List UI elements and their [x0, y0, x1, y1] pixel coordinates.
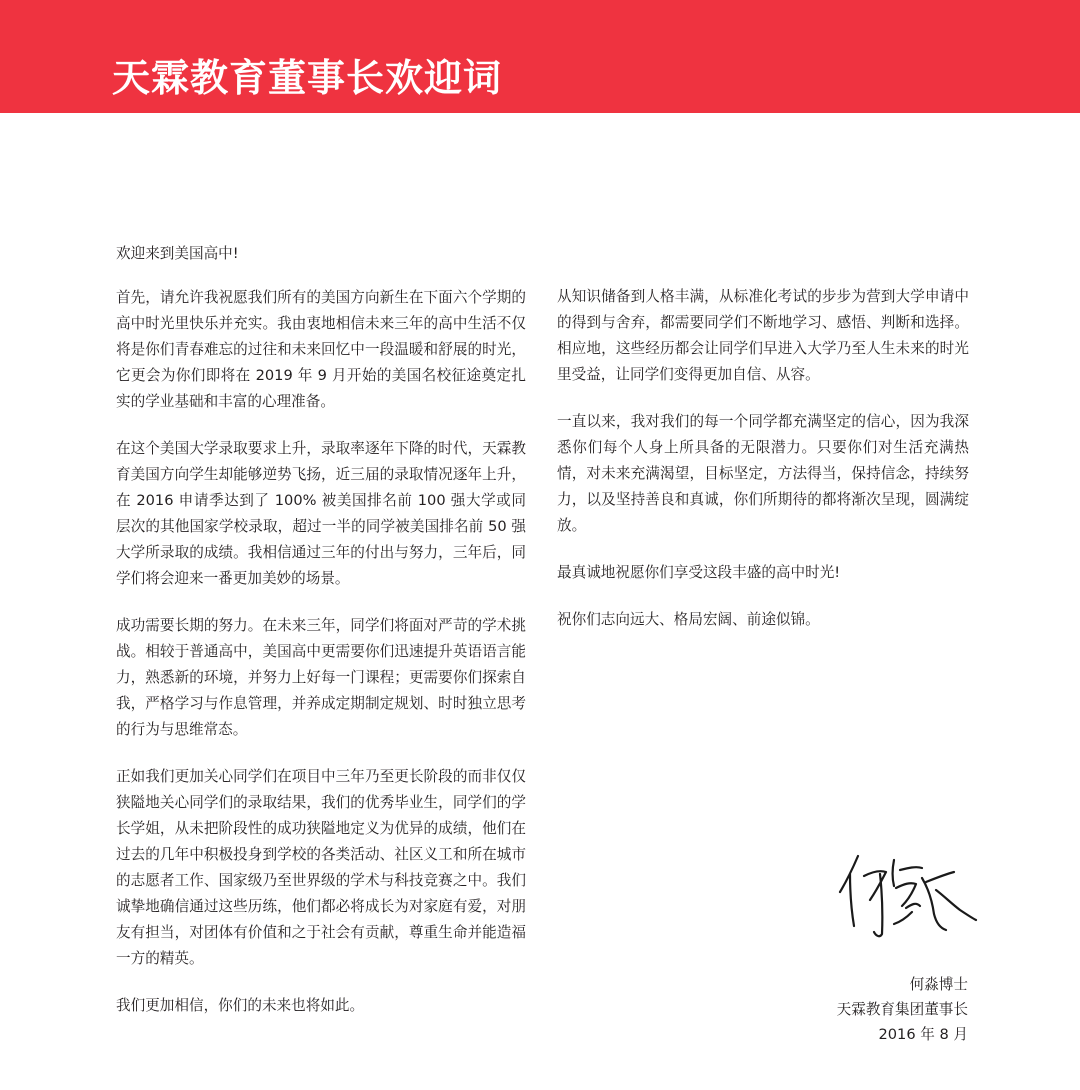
letter-paragraph: 最真诚地祝愿你们享受这段丰盛的高中时光! [557, 564, 841, 581]
letter-paragraph: 成功需要长期的努力。在未来三年，同学们将面对严苛的学术挑战。相较于普通高中，美国高中更需要你们迅速提升英语语言能力，熟悉新的环境，并努力上好每一门课程；更需要你们探索自我，严格学习与作息管理，并养成定期制定规划、时时独立思考的行为与思维常态。 [116, 617, 526, 738]
letter-paragraph: 从知识储备到人格丰满，从标准化考试的步步为营到大学申请中的得到与舍弃，都需要同学们不断地学习、感悟、判断和选择。相应地，这些经历都会让同学们早进入大学乃至人生未来的时光里受益，让同学们变得更加自信、从容。 [557, 288, 969, 383]
letter-paragraph: 正如我们更加关心同学们在项目中三年乃至更长阶段的而非仅仅狭隘地关心同学们的录取结果，我们的优秀毕业生，同学们的学长学姐，从未把阶段性的成功狭隘地定义为优异的成绩，他们在过去的几年中积极投身到学校的各类活动、社区义工和所在城市的志愿者工作、国家级乃至世界级的学术与科技竞赛之中。我们诚挚地确信通过这些历练，他们都必将成长为对家庭有爱，对朋友有担当，对团体有价值和之于社会有贡献，尊重生命并能造福一方的精英。 [116, 768, 526, 967]
letter-right-column [557, 284, 969, 654]
page-title: 天霖教育董事长欢迎词 [112, 56, 503, 100]
letter-date: 2016 年 8 月 [878, 1026, 968, 1043]
signer-title: 天霖教育集团董事长 [836, 1001, 968, 1018]
letter-paragraph: 一直以来，我对我们的每一个同学都充满坚定的信心，因为我深悉你们每个人身上所具备的无限潜力。只要你们对生活充满热情，对未来充满渴望，目标坚定，方法得当，保持信念，持续努力，以及坚持善良和真诚，你们所期待的都将渐次呈现，圆满绽放。 [557, 413, 969, 534]
letter-left-column [116, 241, 526, 1040]
handwritten-signature-icon [836, 848, 981, 944]
letter-paragraph: 我们更加相信，你们的未来也将如此。 [116, 997, 365, 1014]
signer-name: 何淼博士 [909, 976, 968, 993]
header-banner [0, 0, 1080, 113]
letter-paragraph: 祝你们志向远大、格局宏阔、前途似锦。 [557, 611, 820, 628]
letter-greeting: 欢迎来到美国高中! [116, 245, 239, 262]
letter-paragraph: 在这个美国大学录取要求上升，录取率逐年下降的时代，天霖教育美国方向学生却能够逆势飞扬，近三届的录取情况逐年上升，在 2016 申请季达到了 100% 被美国排名前 100 强大学或同层次的其他国家学校录取，超过一半的同学被美国排名前 50 强大学所录取的成绩。我相信通过三年的付出与努力，三年后，同学们将会迎来一番更加美妙的场景。 [116, 440, 526, 587]
letter-signoff [837, 972, 968, 1047]
letter-paragraph: 首先，请允许我祝愿我们所有的美国方向新生在下面六个学期的高中时光里快乐并充实。我由衷地相信未来三年的高中生活不仅将是你们青春难忘的过往和未来回忆中一段温暖和舒展的时光，它更会为你们即将在 2019 年 9 月开始的美国名校征途奠定扎实的学业基础和丰富的心理准备。 [116, 289, 526, 410]
